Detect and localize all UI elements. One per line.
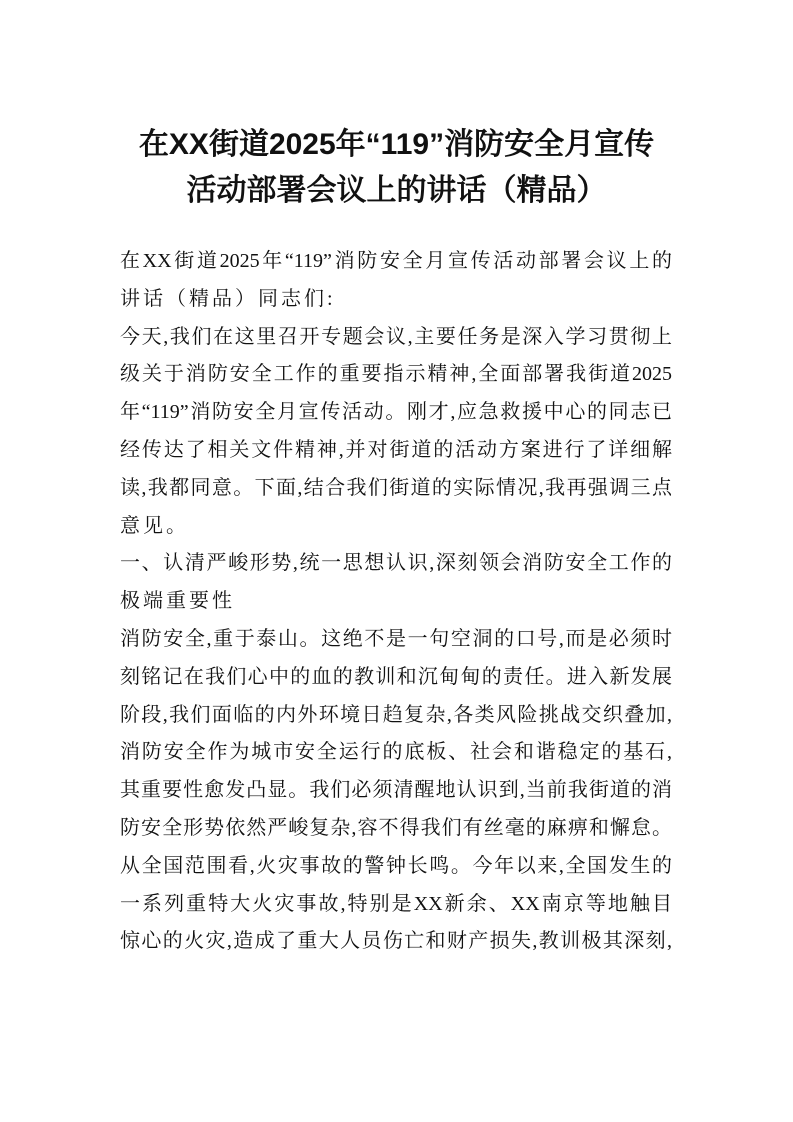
- document-title-line-1: 在XX街道2025年“119”消防安全月宣传: [138, 128, 655, 161]
- text-line: 刻铭记在我们心中的血的教训和沉甸甸的责任。进入新发展: [120, 665, 672, 688]
- text-line: 意见。: [120, 514, 189, 537]
- text-line: 阶段,我们面临的内外环境日趋复杂,各类风险挑战交织叠加,: [120, 703, 672, 726]
- paragraph: [120, 621, 672, 961]
- text-line: 一系列重特大火灾事故,特别是XX新余、XX南京等地触目: [120, 892, 672, 915]
- text-line: 一、认清严峻形势,统一思想认识,深刻领会消防安全工作的: [120, 552, 672, 575]
- text-line: 从全国范围看,火灾事故的警钟长鸣。今年以来,全国发生的: [120, 854, 672, 877]
- text-line: 讲话（精品）同志们:: [120, 287, 336, 310]
- paragraph: [120, 545, 672, 621]
- text-line: 读,我都同意。下面,结合我们街道的实际情况,我再强调三点: [120, 476, 672, 499]
- paragraph: [120, 319, 672, 546]
- document-title-line-2: 活动部署会议上的讲话（精品）: [186, 174, 607, 207]
- text-line: 惊心的火灾,造成了重大人员伤亡和财产损失,教训极其深刻,: [120, 930, 672, 953]
- text-line: 防安全形势依然严峻复杂,容不得我们有丝毫的麻痹和懈怠。: [120, 816, 672, 839]
- text-line: 级关于消防安全工作的重要指示精神,全面部署我街道2025: [120, 363, 672, 386]
- text-line: 在XX街道2025年“119”消防安全月宣传活动部署会议上的: [120, 250, 672, 272]
- text-line: 其重要性愈发凸显。我们必须清醒地认识到,当前我街道的消: [120, 779, 672, 802]
- text-line: 今天,我们在这里召开专题会议,主要任务是深入学习贯彻上: [120, 325, 672, 348]
- text-line: 消防安全作为城市安全运行的底板、社会和谐稳定的基石,: [120, 741, 672, 764]
- text-line: 年“119”消防安全月宣传活动。刚才,应急救援中心的同志已: [120, 401, 672, 424]
- text-line: 经传达了相关文件精神,并对街道的活动方案进行了详细解: [120, 438, 672, 461]
- text-line: 极端重要性: [120, 590, 235, 613]
- paragraph: [120, 243, 672, 319]
- text-line: 消防安全,重于泰山。这绝不是一句空洞的口号,而是必须时: [120, 627, 672, 650]
- document-body: [120, 243, 672, 961]
